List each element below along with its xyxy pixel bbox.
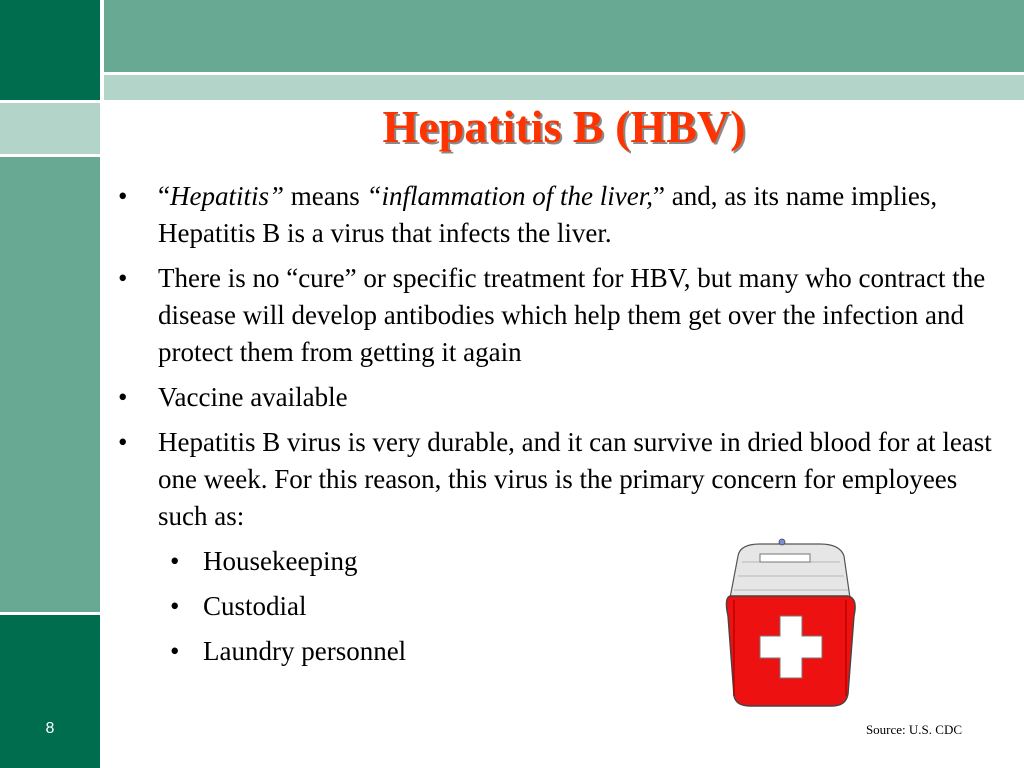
sub-bullet-item: • Custodial <box>116 588 996 625</box>
sub-bullet-item: • Laundry personnel <box>116 633 996 670</box>
source-caption: Source: U.S. CDC <box>865 722 962 737</box>
blood-bag-icon <box>720 536 860 712</box>
slide-title: Hepatitis B (HBV) <box>382 101 746 152</box>
header-band <box>104 0 1024 72</box>
means-text: means <box>284 181 367 211</box>
sidebar-block-mid <box>0 157 100 612</box>
header-band-light <box>104 75 1024 100</box>
bullet-item: • Hepatitis B virus is very durable, and it can survive in dried blood for at least one week. For this reason, this virus is the primary concern for employees such as: <box>116 424 996 535</box>
definition-text: “inflammation of the liver, <box>366 181 653 211</box>
sub-bullet-item: • Housekeeping <box>116 543 996 580</box>
bullet-rest-text: ” and, as its name implies, Hepatitis B is a virus that infects the liver. <box>158 181 938 248</box>
sidebar-block-light <box>0 103 100 154</box>
open-quote: “ <box>158 181 170 211</box>
bullet-item: • There is no “cure” or specific treatment for HBV, but many who contract the disease will develop antibodies which help them get over the infection and protect them from getting it again <box>116 260 996 371</box>
page-number: 8 <box>45 720 55 737</box>
term-hepatitis: Hepatitis” <box>169 181 284 211</box>
sidebar-block-dark-bottom <box>0 615 100 768</box>
sidebar-block-dark-top <box>0 0 100 100</box>
bullet-item: • Vaccine available <box>116 379 996 416</box>
bullet-list <box>116 178 996 678</box>
sub-bullet-list <box>116 543 996 670</box>
bullet-item <box>116 178 996 252</box>
